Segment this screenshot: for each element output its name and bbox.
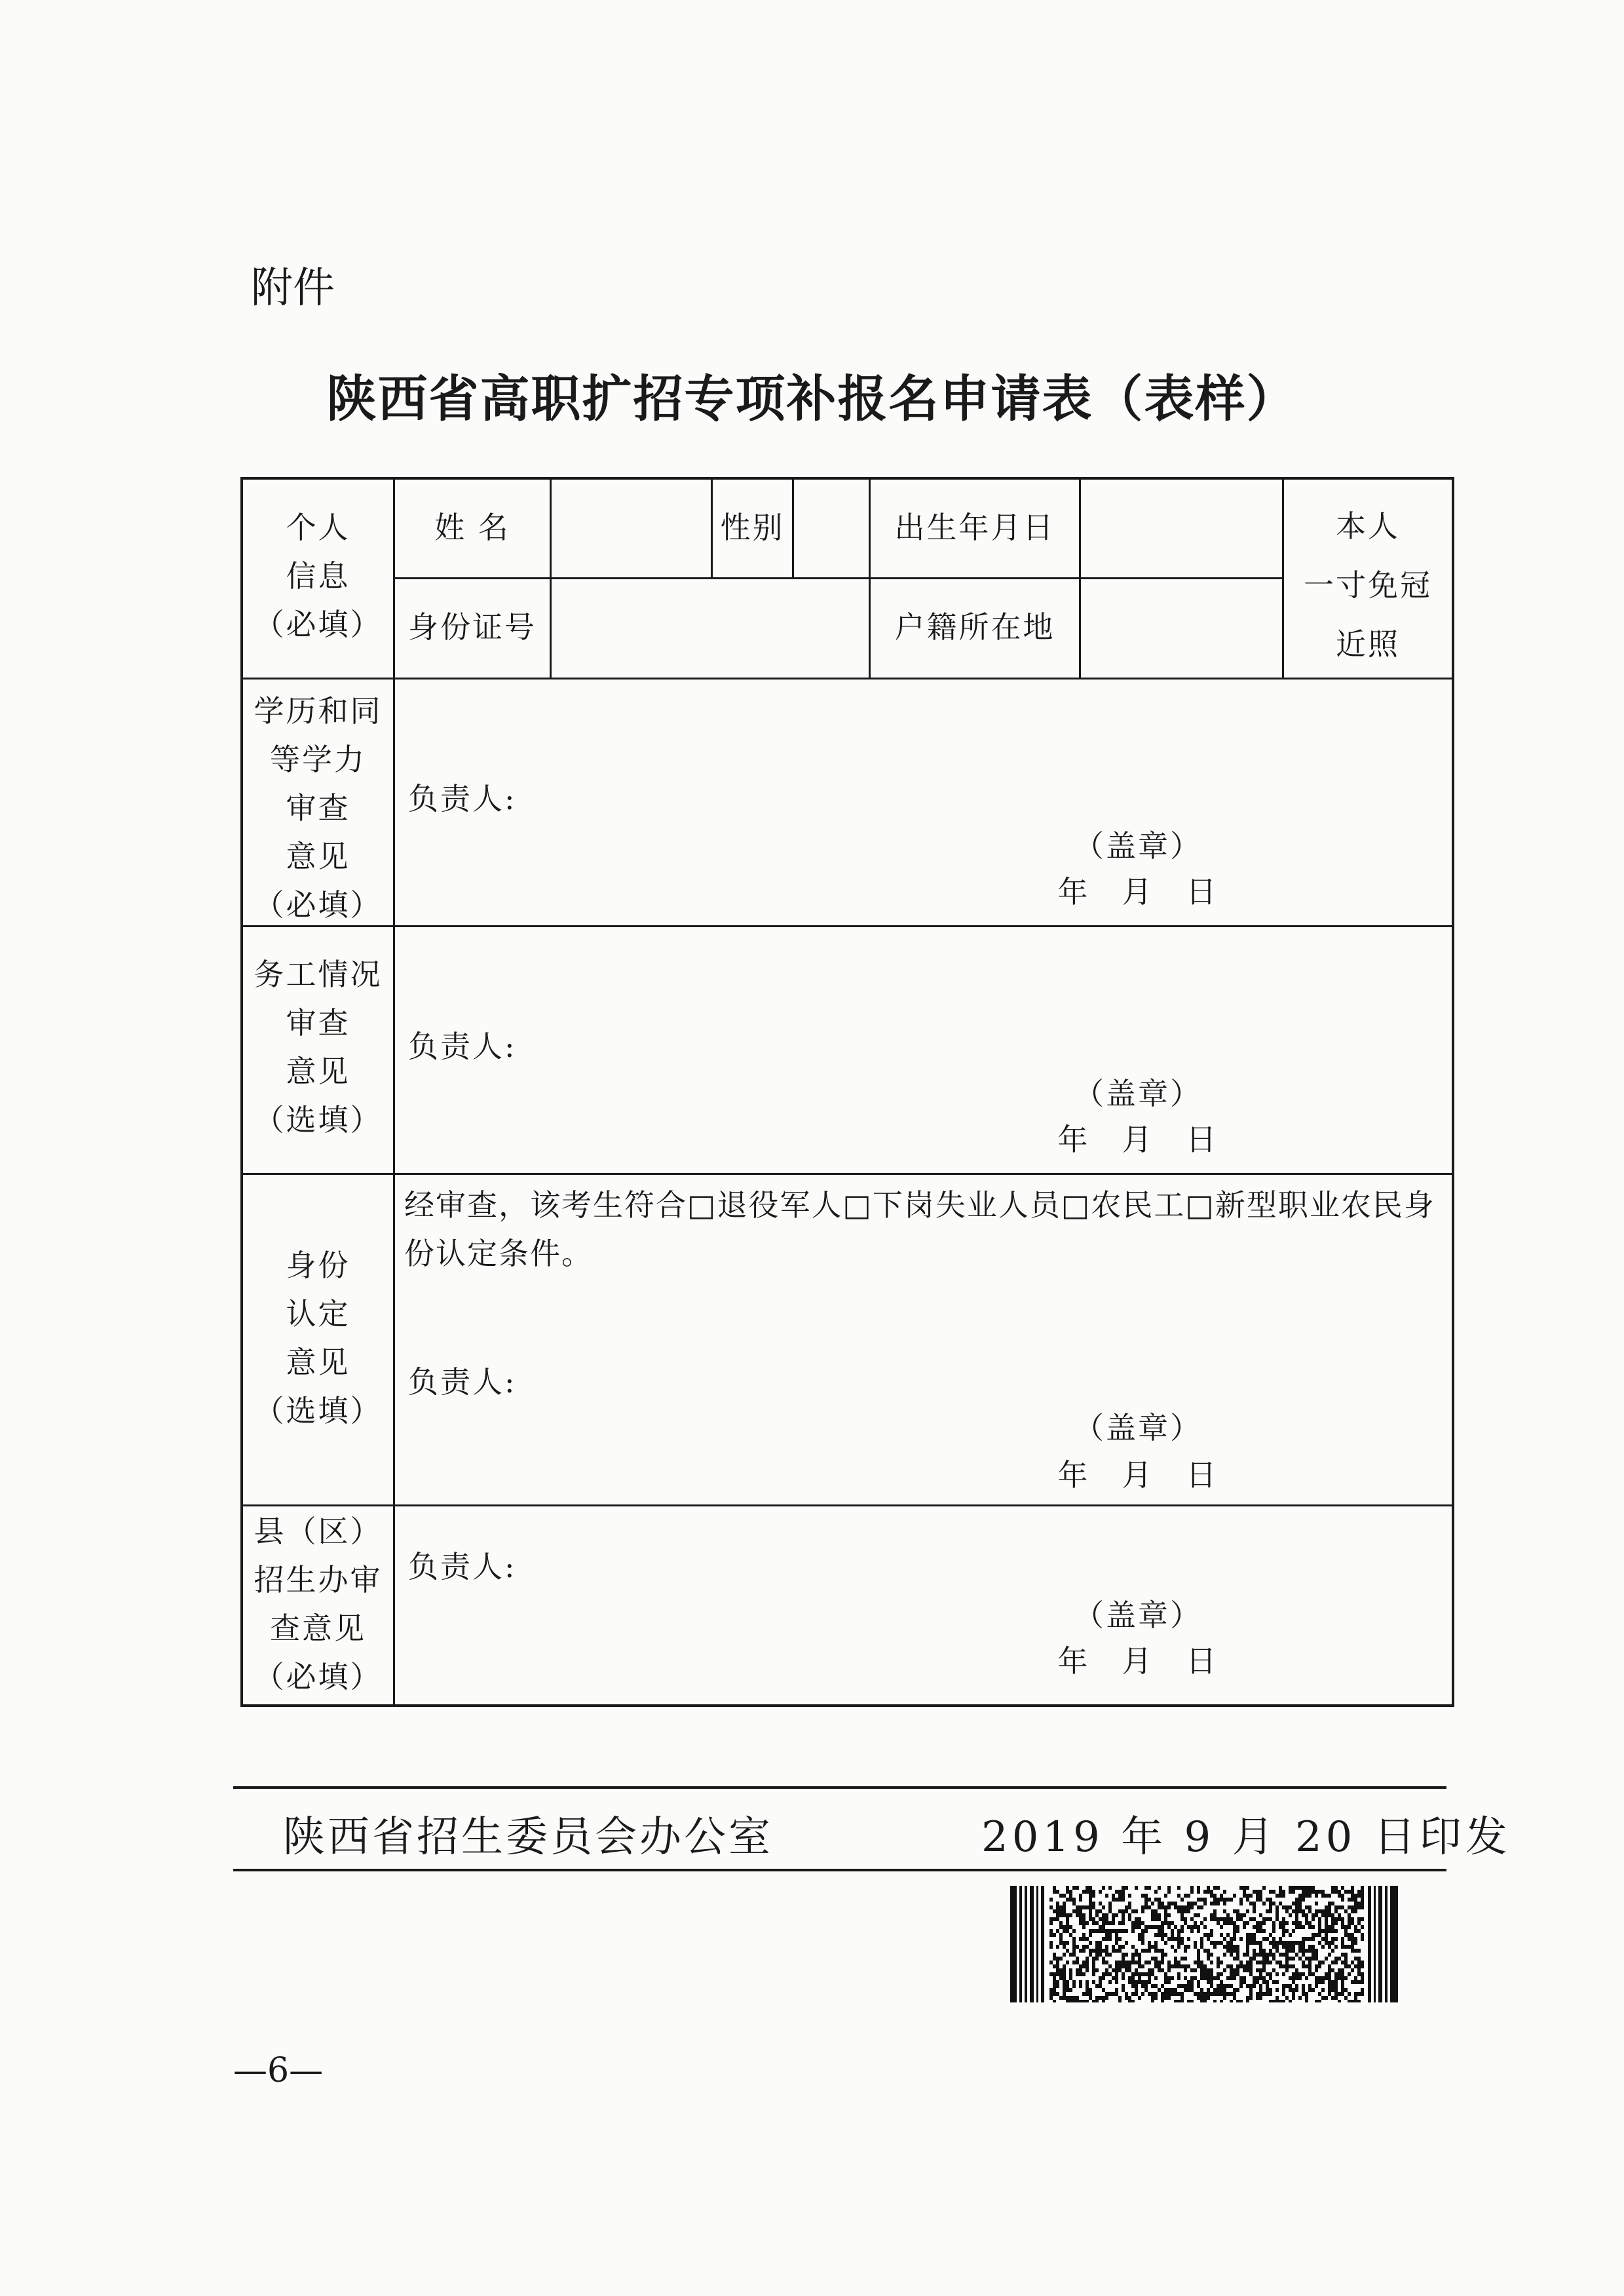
work-seal-label: （盖章）: [1074, 1076, 1202, 1111]
form-title: 陕西省高职扩招专项补报名申请表（表样）: [326, 370, 1298, 428]
education-section-label: 学历和同 等学力 审查 意见 （必填）: [254, 693, 383, 923]
education-seal-label: （盖章）: [1074, 828, 1202, 864]
col-divider: [792, 477, 794, 579]
photo-placeholder-label: 本人 一寸免冠 近照: [1304, 508, 1432, 662]
table-border-top: [240, 477, 1454, 480]
label-column-divider: [393, 477, 395, 1707]
id-number-label: 身份证号: [408, 609, 537, 645]
hukou-label: 户籍所在地: [894, 609, 1055, 645]
row-divider: [240, 925, 1454, 927]
birth-date-label: 出生年月日: [894, 510, 1055, 545]
pdf417-barcode-icon: [1010, 1886, 1398, 2002]
personal-inner-divider: [393, 577, 1284, 579]
row-divider: [240, 678, 1454, 679]
row-divider: [240, 1173, 1454, 1175]
county-date-label: 年 月 日: [1057, 1643, 1218, 1679]
footer-rule-top: [233, 1786, 1446, 1789]
identity-statement: 经审查，该考生符合□退役军人□下岗失业人员□农民工□新型职业农民身份认定条件。: [404, 1187, 1435, 1271]
gender-label: 性别: [720, 510, 785, 545]
personal-section-label: 个人 信息 （必填）: [254, 510, 383, 642]
identity-section-label: 身份 认定 意见 （选填）: [254, 1248, 383, 1428]
table-border-right: [1452, 477, 1454, 1707]
identity-seal-label: （盖章）: [1074, 1410, 1202, 1445]
identity-date-label: 年 月 日: [1057, 1457, 1218, 1493]
county-responsible-label: 负责人:: [408, 1549, 517, 1584]
name-label: 姓 名: [434, 510, 510, 545]
education-responsible-label: 负责人:: [408, 781, 517, 816]
issuer-name: 陕西省招生委员会办公室: [283, 1813, 773, 1862]
footer-rule-bottom: [233, 1869, 1446, 1871]
work-section-label: 务工情况 审查 意见 （选填）: [254, 957, 383, 1138]
county-section-label: 县（区） 招生办审 查意见 （必填）: [254, 1514, 383, 1694]
issue-date: 2019 年 9 月 20 日印发: [981, 1813, 1511, 1862]
attachment-label: 附件: [251, 264, 335, 313]
education-date-label: 年 月 日: [1057, 874, 1218, 909]
page-number: —6—: [233, 2051, 324, 2090]
work-date-label: 年 月 日: [1057, 1122, 1218, 1157]
row-divider: [240, 1504, 1454, 1506]
application-form-table: [240, 477, 1454, 1707]
identity-responsible-label: 负责人:: [408, 1364, 517, 1400]
table-border-bottom: [240, 1704, 1454, 1707]
county-seal-label: （盖章）: [1074, 1598, 1202, 1633]
col-divider: [1079, 477, 1081, 679]
work-responsible-label: 负责人:: [408, 1029, 517, 1064]
col-divider: [550, 477, 552, 679]
